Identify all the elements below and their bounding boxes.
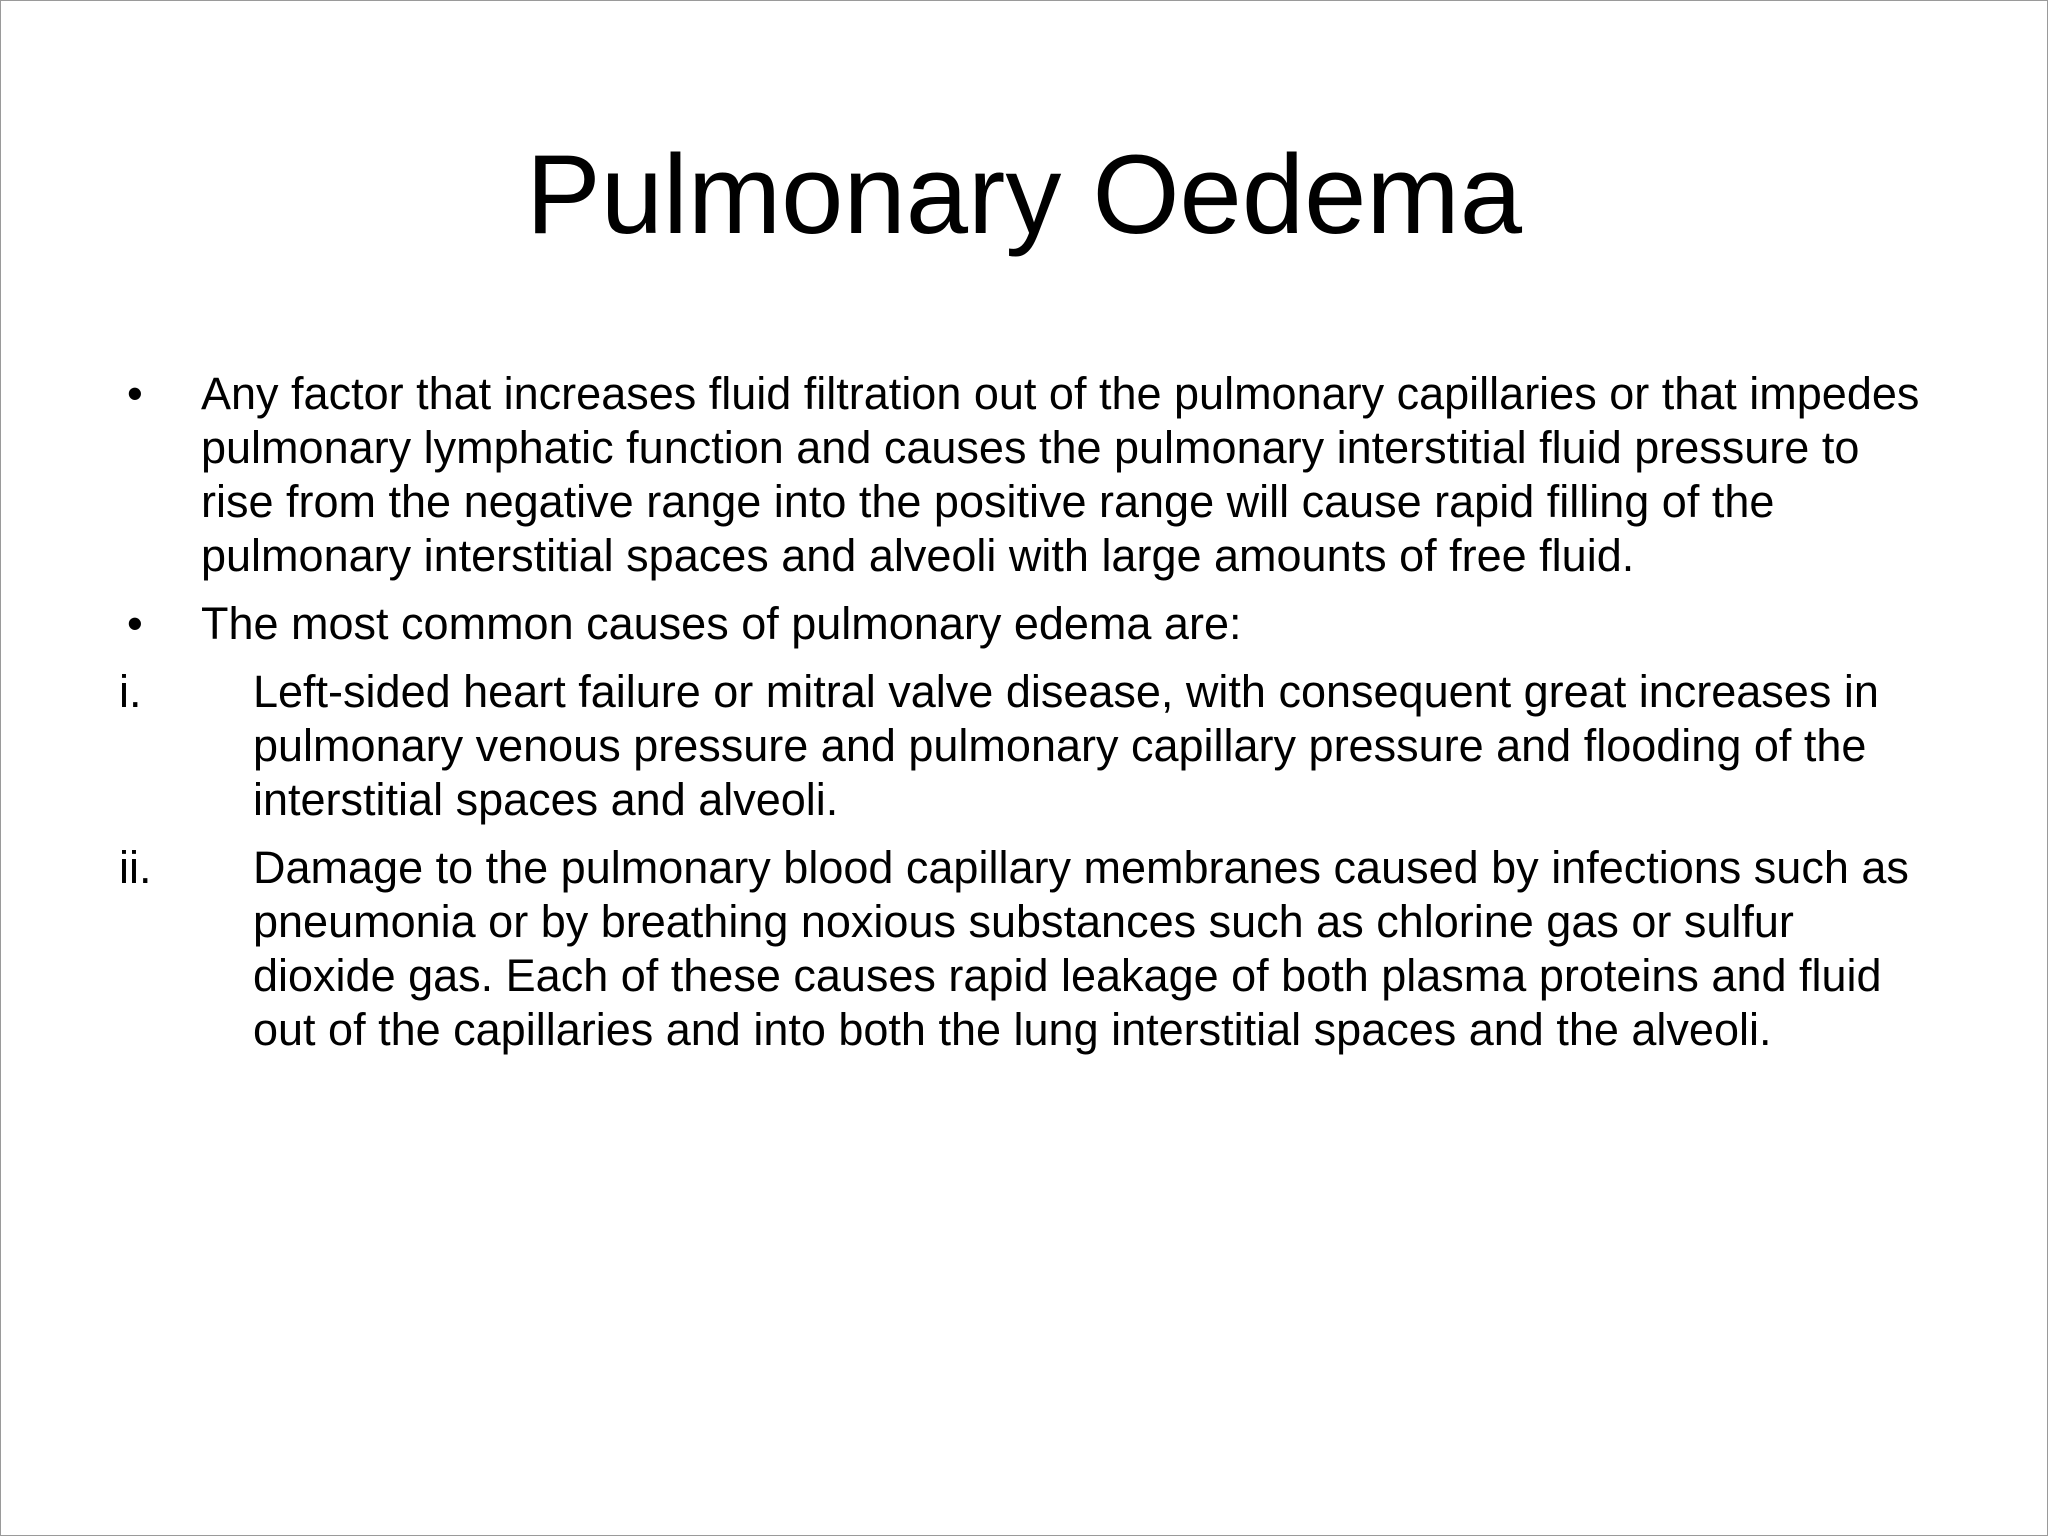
numbered-item	[119, 841, 1939, 1057]
bullet-marker: •	[127, 598, 143, 649]
slide-content	[119, 367, 1939, 1071]
numbered-text: Damage to the pulmonary blood capillary membranes caused by infections such as pneumonia or by breathing noxious substances such as chlorine gas or sulfur dioxide gas. Each of these causes rapid leakage of both plasma proteins and fluid out of the capillaries and into both the lung interstitial spaces and the alveoli.	[253, 842, 1909, 1055]
bullet-text: The most common causes of pulmonary edema are:	[201, 598, 1242, 649]
numbered-marker: ii.	[119, 842, 152, 893]
numbered-marker: i.	[119, 666, 142, 717]
bullet-item	[119, 597, 1939, 651]
numbered-text: Left-sided heart failure or mitral valve disease, with consequent great increases in pulmonary venous pressure and pulmonary capillary pressure and flooding of the interstitial spaces and alveoli.	[253, 666, 1879, 825]
slide-title: Pulmonary Oedema	[525, 132, 1523, 257]
bullet-text: Any factor that increases fluid filtration out of the pulmonary capillaries or that impedes pulmonary lymphatic function and causes the pulmonary interstitial fluid pressure to rise from the negative range into the positive range will cause rapid filling of the pulmonary interstitial spaces and alveoli with large amounts of free fluid.	[201, 368, 1920, 581]
bullet-marker: •	[127, 368, 143, 419]
bullet-item	[119, 367, 1939, 583]
numbered-item	[119, 665, 1939, 827]
